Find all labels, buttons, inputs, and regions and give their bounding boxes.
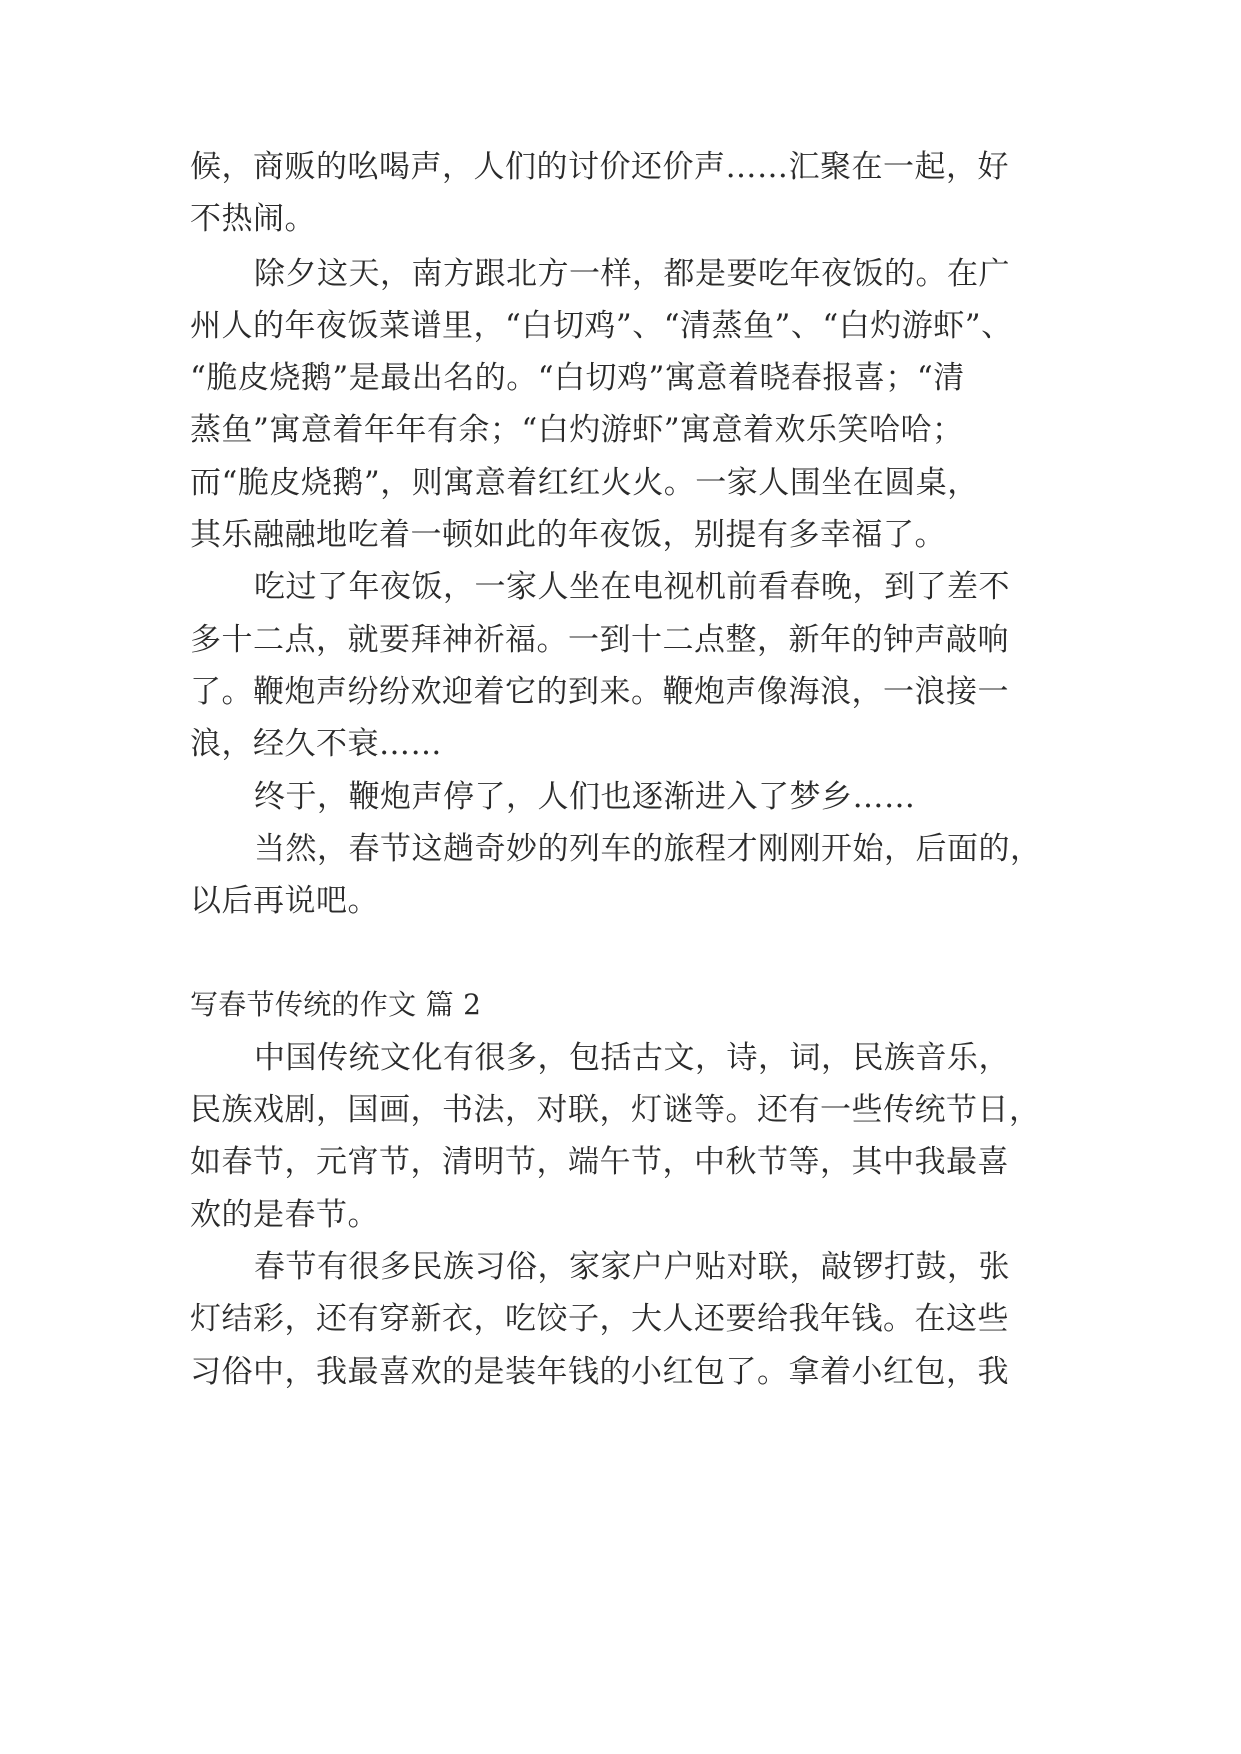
text-line: 中国传统文化有很多，包括古文，诗，词，民族音乐， xyxy=(254,1040,1010,1076)
text-line: 其乐融融地吃着一顿如此的年夜饭，别提有多幸福了。 xyxy=(190,517,946,553)
text-line: 浪，经久不衰…… xyxy=(190,726,442,762)
text-line: 民族戏剧，国画，书法，对联，灯谜等。还有一些传统节日， xyxy=(190,1092,1041,1128)
text-line: 当然，春节这趟奇妙的列车的旅程才刚刚开始，后面的， xyxy=(254,831,1042,867)
text-line: 吃过了年夜饭，一家人坐在电视机前看春晚，到了差不 xyxy=(254,569,1010,605)
text-line: 灯结彩，还有穿新衣，吃饺子，大人还要给我年钱。在这些 xyxy=(190,1301,1009,1337)
text-line: 了。鞭炮声纷纷欢迎着它的到来。鞭炮声像海浪，一浪接一 xyxy=(190,674,1009,710)
text-line: 除夕这天，南方跟北方一样，都是要吃年夜饭的。在广 xyxy=(254,256,1010,292)
text-line: 而“脆皮烧鹅”，则寓意着红红火火。一家人围坐在圆桌， xyxy=(190,465,979,501)
text-line: 春节有很多民族习俗，家家户户贴对联，敲锣打鼓，张 xyxy=(254,1249,1010,1285)
text-line: 习俗中，我最喜欢的是装年钱的小红包了。拿着小红包，我 xyxy=(190,1354,1009,1390)
text-line: 候，商贩的吆喝声，人们的讨价还价声……汇聚在一起，好 xyxy=(190,149,1009,185)
text-line: 多十二点，就要拜神祈福。一到十二点整，新年的钟声敲响 xyxy=(190,622,1009,658)
text-line: 不热闹。 xyxy=(190,201,316,237)
text-line: 终于，鞭炮声停了，人们也逐渐进入了梦乡…… xyxy=(254,779,916,815)
text-line: 如春节，元宵节，清明节，端午节，中秋节等，其中我最喜 xyxy=(190,1144,1009,1180)
text-line: 以后再说吧。 xyxy=(190,883,379,919)
text-line: 欢的是春节。 xyxy=(190,1197,379,1233)
text-line: “脆皮烧鹅”是最出名的。“白切鸡”寓意着晓春报喜；“清 xyxy=(190,360,965,396)
section-heading: 写春节传统的作文 篇 2 xyxy=(190,988,482,1021)
text-line: 蒸鱼”寓意着年年有余；“白灼游虾”寓意着欢乐笑哈哈； xyxy=(190,412,964,448)
text-line: 州人的年夜饭菜谱里，“白切鸡”、“清蒸鱼”、“白灼游虾”、 xyxy=(190,308,1013,344)
